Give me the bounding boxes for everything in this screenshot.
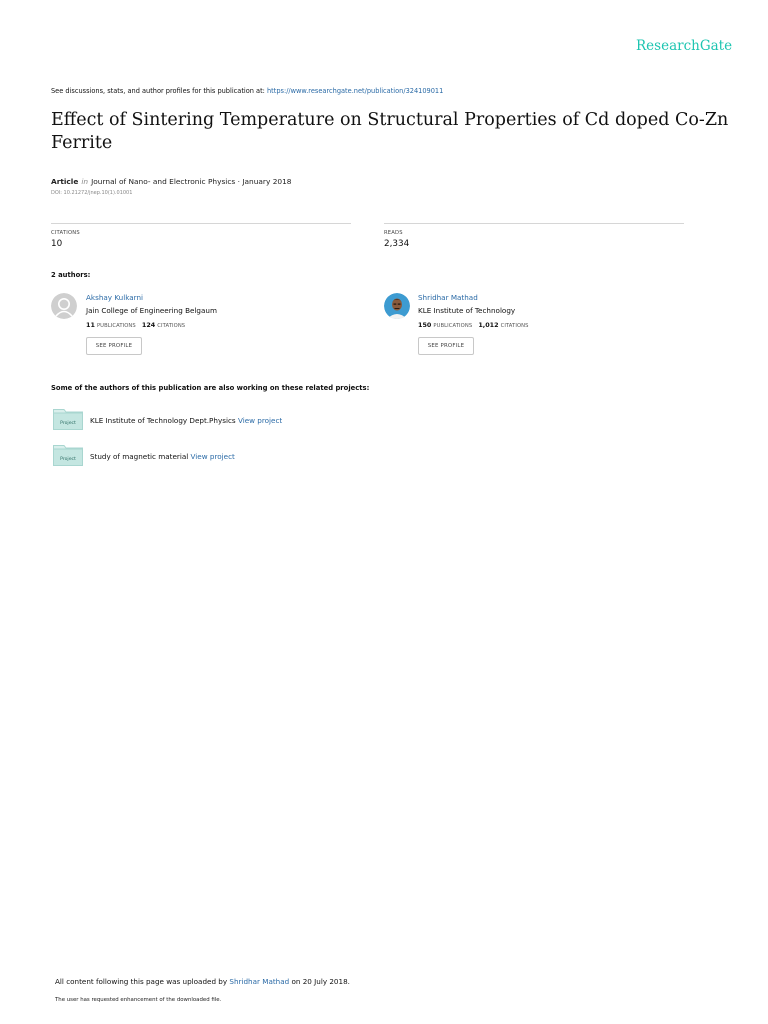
related-projects-heading: Some of the authors of this publication are also working on these related projects: [51, 384, 370, 392]
see-profile-button-2[interactable]: SEE PROFILE [418, 337, 474, 355]
publication-link[interactable]: https://www.researchgate.net/publication/324109011 [267, 87, 444, 95]
author-publications-label-1: PUBLICATIONS [96, 323, 136, 329]
uploaded-prefix: All content following this page was uploaded by [55, 977, 228, 986]
see-profile-button-1[interactable]: SEE PROFILE [86, 337, 142, 355]
journal-name: Journal of Nano- and Electronic Physics · January 2018 [91, 177, 292, 186]
authors-heading: 2 authors: [51, 271, 91, 279]
project-item-2 [90, 452, 235, 461]
author-stats-2 [418, 321, 529, 329]
project-icon-label-1: Project [60, 421, 76, 426]
upload-note [55, 977, 350, 986]
reads-label: READS [384, 230, 403, 236]
paper-doi: DOI: 10.21272/jnep.10(1).01001 [51, 190, 133, 196]
project-title-1: KLE Institute of Technology Dept.Physics [90, 416, 236, 425]
author-name-2[interactable]: Shridhar Mathad [418, 293, 478, 302]
in-word: in [81, 177, 89, 186]
author-publications-count-2: 150 [418, 321, 432, 329]
paper-title: Effect of Sintering Temperature on Structural Properties of Cd doped Co-Zn Ferrite [51, 110, 729, 153]
author-name-1[interactable]: Akshay Kulkarni [86, 293, 144, 302]
researchgate-logo[interactable]: ResearchGate [636, 38, 733, 54]
author-institution-2: KLE Institute of Technology [418, 306, 516, 315]
paper-meta [51, 177, 292, 186]
view-project-link-2[interactable]: View project [190, 452, 235, 461]
citations-divider [51, 223, 351, 224]
uploaded-suffix: on 20 July 2018. [291, 977, 350, 986]
author-institution-1: Jain College of Engineering Belgaum [86, 306, 217, 315]
view-project-link-1[interactable]: View project [237, 416, 283, 425]
author-citations-count-1: 124 [141, 321, 156, 329]
enhancement-note: The user has requested enhancement of the downloaded file. [55, 997, 222, 1003]
author-publications-count-1: 11 [86, 321, 95, 329]
author-citations-label-2: CITATIONS [500, 323, 529, 329]
project-icon-label-2: Project [60, 457, 76, 462]
citations-value: 10 [51, 239, 63, 249]
author-stats-1 [86, 321, 185, 329]
default-avatar-icon[interactable] [51, 293, 77, 319]
project-item-1 [90, 416, 282, 425]
project-title-2: Study of magnetic material [90, 452, 189, 461]
citations-label: CITATIONS [51, 230, 80, 236]
discussion-line [51, 87, 443, 95]
reads-divider [384, 223, 684, 224]
uploader-link[interactable]: Shridhar Mathad [229, 977, 290, 986]
author-photo[interactable] [384, 293, 410, 319]
project-folder-icon[interactable] [53, 445, 83, 465]
author-citations-count-2: 1,012 [478, 321, 499, 329]
reads-value: 2,334 [384, 239, 410, 249]
author-publications-label-2: PUBLICATIONS [433, 323, 473, 329]
paper-kind: Article [51, 177, 79, 186]
author-citations-label-1: CITATIONS [157, 323, 186, 329]
project-folder-icon[interactable] [53, 409, 83, 429]
discussion-prefix: See discussions, stats, and author profiles for this publication at: [51, 87, 267, 95]
